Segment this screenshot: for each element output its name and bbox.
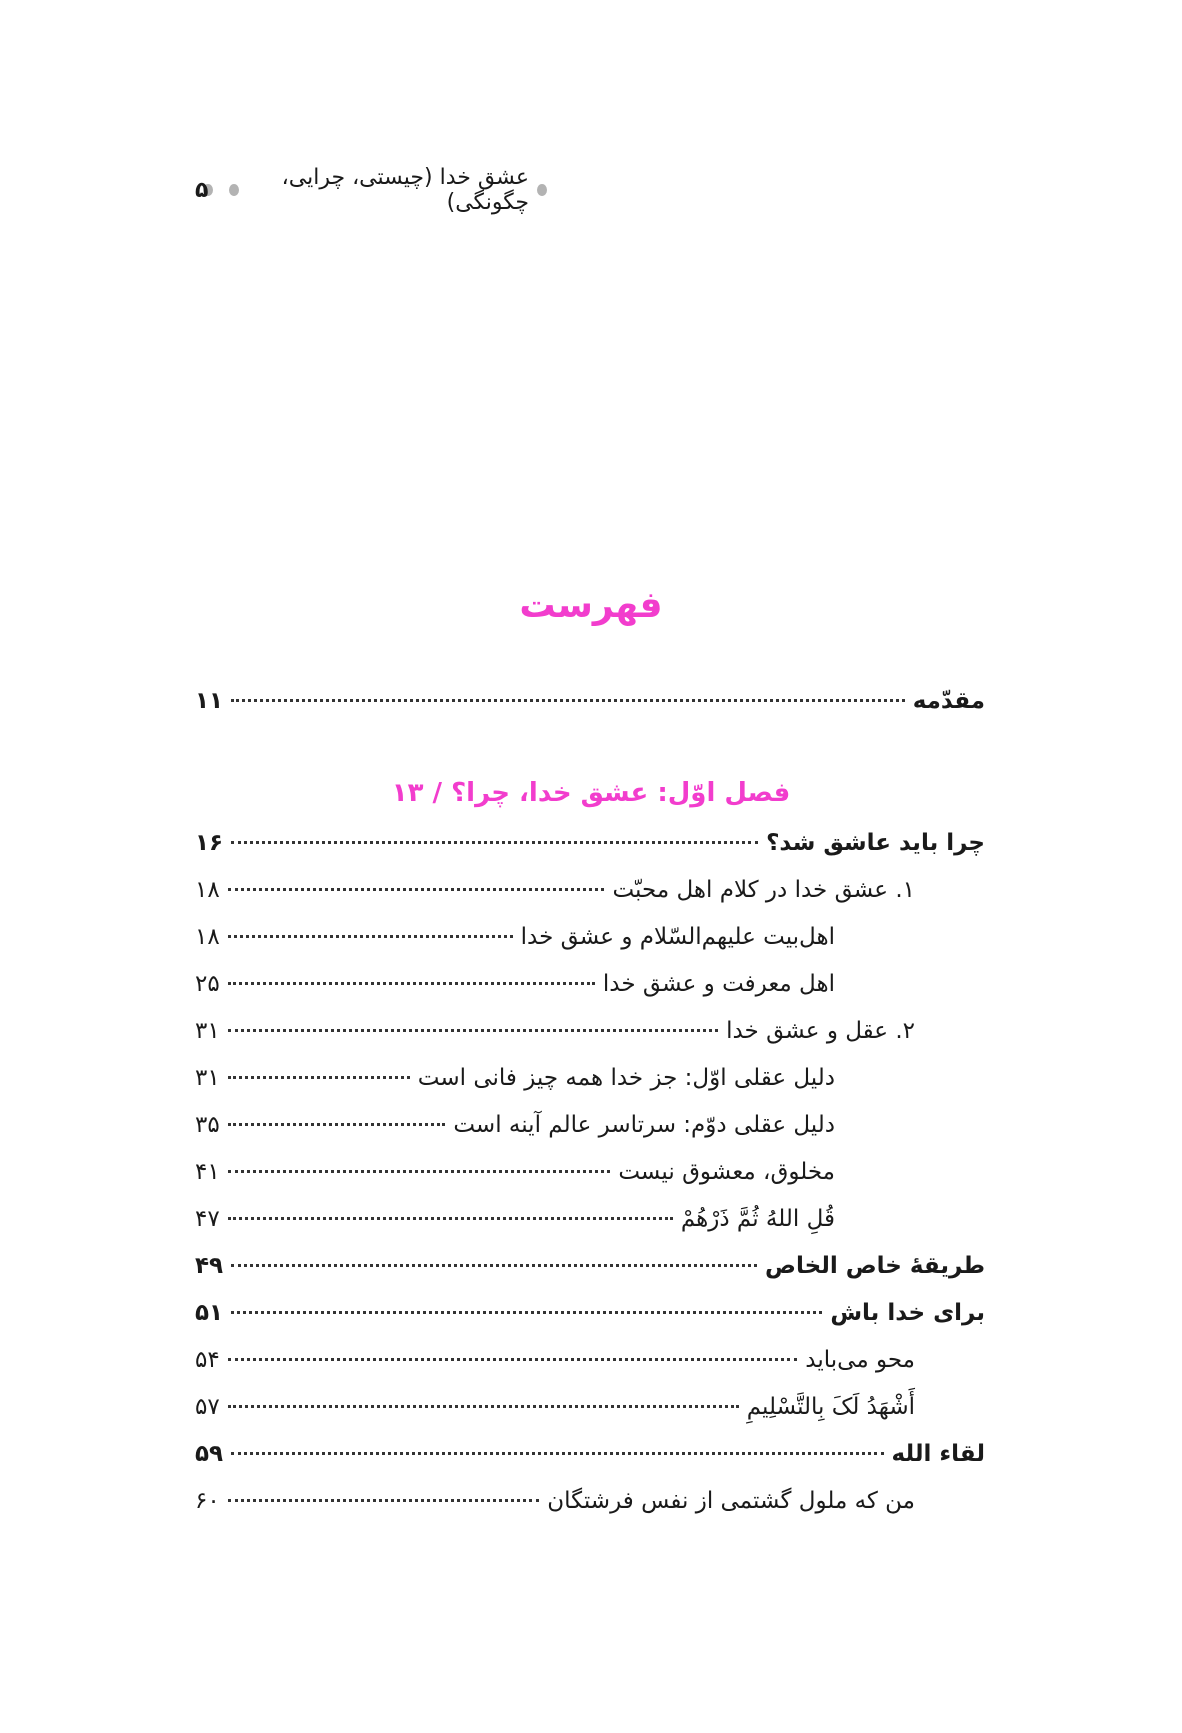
toc-entry-label: اهل معرفت و عشق خدا [602,971,835,997]
toc-entry-label: مخلوق، معشوق نیست [618,1159,835,1185]
toc-entry[interactable] [195,1065,835,1105]
toc-entry-page: ۱۸ [195,877,220,903]
dot-leader [228,1076,410,1079]
dot-leader [231,1264,757,1267]
toc-entry-intro[interactable] [195,688,985,728]
toc-entry[interactable] [195,1441,985,1481]
toc-entry-page: ۴۹ [195,1253,224,1279]
toc-entry-page: ۱۶ [195,830,224,856]
toc-entry-page: ۱۱ [195,688,224,714]
toc-entry-page: ۵۴ [195,1347,220,1373]
toc-entry[interactable] [195,1300,985,1340]
dot-leader [228,1499,540,1502]
dot-leader [228,888,605,891]
toc-entry-label: دلیل عقلی دوّم: سرتاسر عالم آینه است [453,1112,835,1138]
toc-entry-label: من که ملول گشتمی از نفس فرشتگان [547,1488,915,1514]
dot-leader [228,935,513,938]
dot-leader [231,699,905,702]
toc-entry-page: ۳۵ [195,1112,220,1138]
toc-entry[interactable] [195,1394,915,1434]
bullet-dot-icon [229,184,239,196]
toc-entry[interactable] [195,1206,835,1246]
toc-entry-label: ۱. عشق خدا در کلام اهل محبّت [612,877,915,903]
toc-entry[interactable] [195,1112,835,1152]
toc-entry[interactable] [195,877,915,917]
toc-entry-page: ۴۷ [195,1206,220,1232]
toc-entry-page: ۵۹ [195,1441,224,1467]
book-title: عشق خدا (چیستی، چرایی، چگونگی) [281,165,529,215]
toc-entry-label: ۲. عقل و عشق خدا [726,1018,915,1044]
toc-entry-label: چرا باید عاشق شد؟ [766,830,985,856]
toc-title: فهرست [519,585,663,626]
toc-entry-label: برای خدا باش [830,1300,985,1326]
toc-entry-label: طریقۀ خاص الخاص [765,1253,985,1279]
toc-entry[interactable] [195,830,985,870]
dot-leader [231,841,758,844]
dot-leader [228,982,595,985]
toc-entry-label: أَشْهَدُ لَکَ بِالتَّسْلِیمِ [746,1394,915,1420]
toc-entry[interactable] [195,1018,915,1058]
toc-entry-page: ۵۷ [195,1394,220,1420]
dot-leader [228,1217,673,1220]
toc-entry-label: لقاء الله [891,1441,985,1467]
dot-leader [231,1311,822,1314]
toc-entry-page: ۲۵ [195,971,220,997]
toc-entry-label: مقدّمه [912,688,985,714]
dot-leader [228,1405,739,1408]
toc-entry[interactable] [195,1347,915,1387]
dot-leader [228,1358,798,1361]
toc-entry[interactable] [195,1488,915,1528]
toc-entry-page: ۳۱ [195,1065,220,1091]
bullet-dot-icon [537,184,547,196]
toc-entry-page: ۴۱ [195,1159,220,1185]
toc-entry[interactable] [195,971,835,1011]
toc-entry-label: محو می‌باید [805,1347,915,1373]
page-number: ۵ [195,178,209,203]
toc-entry[interactable] [195,924,835,964]
toc-entry-page: ۳۱ [195,1018,220,1044]
toc-entry-label: دلیل عقلی اوّل: جز خدا همه چیز فانی است [417,1065,835,1091]
dot-leader [228,1029,718,1032]
toc-entry-page: ۶۰ [195,1488,220,1514]
toc-entry-page: ۱۸ [195,924,220,950]
toc-entry-label: قُلِ اللهُ ثُمَّ ذَرْهُمْ [680,1206,835,1232]
running-header [195,165,555,215]
toc-entry[interactable] [195,1253,985,1293]
toc-entry[interactable] [195,1159,835,1199]
dot-leader [228,1170,611,1173]
toc-entry-page: ۵۱ [195,1300,224,1326]
dot-leader [228,1123,446,1126]
chapter-heading: فصل اوّل: عشق خدا، چرا؟ / ۱۳ [391,778,791,808]
toc-entry-label: اهل‌بیت علیهم‌السّلام و عشق خدا [520,924,835,950]
dot-leader [231,1452,883,1455]
